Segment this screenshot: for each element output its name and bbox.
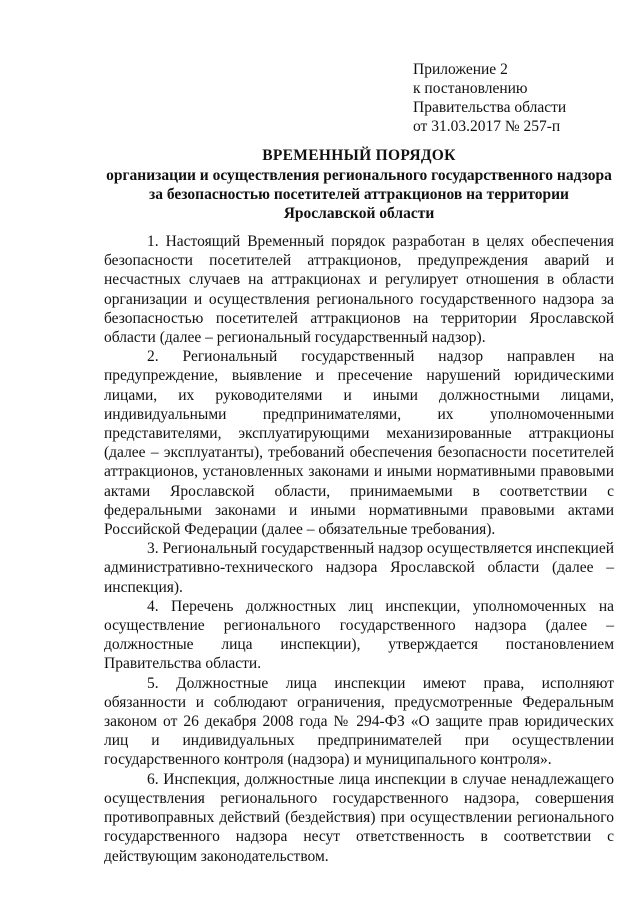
appendix-date-number: от 31.03.2017 № 257-п bbox=[413, 118, 561, 135]
document-subtitle: организации и осуществления регионального государственного надзора за безопасностью посетителей аттракционов на территории Ярославской области bbox=[106, 167, 612, 222]
appendix-number: Приложение 2 bbox=[413, 61, 508, 78]
paragraph-3: 3. Региональный государственный надзор осуществляется инспекцией административно-технического надзора Ярославской области (далее – инспекция). bbox=[104, 540, 614, 596]
document-title: ВРЕМЕННЫЙ ПОРЯДОК bbox=[262, 147, 456, 164]
appendix-reference bbox=[413, 60, 613, 136]
paragraph-2: 2. Региональный государственный надзор направлен на предупреждение, выявление и пресечение нарушений юридическими лицами, их руководителями и иными должностными лицами, индивидуальными предпринимателями, их уполномоченными представителями, эксплуатирующими механизированные аттракционы (далее – эксплуатанты), требований обеспечения безопасности посетителей аттракционов, установленных законами и иными нормативными правовыми актами Ярославской области, принимаемыми в соответствии с федеральными законами и иными нормативными правовыми актами Российской Федерации (далее – обязательные требования). bbox=[104, 348, 614, 539]
appendix-resolution: к постановлению bbox=[413, 80, 528, 97]
paragraph-1: 1. Настоящий Временный порядок разработан в целях обеспечения безопасности посетителей аттракционов, предупреждения аварий и несчастных случаев на аттракционах и регулирует отношения в области организации и осуществления регионального государственного надзора за безопасностью посетителей аттракционов на территории Ярославской области (далее – региональный государственный надзор). bbox=[104, 233, 614, 347]
document-title-block bbox=[104, 146, 614, 223]
paragraph-4: 4. Перечень должностных лиц инспекции, уполномоченных на осуществление регионального государственного надзора (далее – должностные лица инспекции), утверждается постановлением Правительства области. bbox=[104, 597, 614, 673]
document-body bbox=[104, 232, 614, 866]
paragraph-5: 5. Должностные лица инспекции имеют права, исполняют обязанности и соблюдают ограничения, предусмотренные Федеральным законом от 26 декабря 2008 года № 294-ФЗ «О защите прав юридических лиц и индивидуальных предпринимателей при осуществлении государственного контроля (надзора) и муниципального контроля». bbox=[104, 674, 614, 769]
paragraph-6: 6. Инспекция, должностные лица инспекции в случае ненадлежащего осуществления регионального государственного надзора, совершения противоправных действий (бездействия) при осуществлении регионального государственного надзора несут ответственность в соответствии с действующим законодательством. bbox=[104, 770, 614, 865]
appendix-authority: Правительства области bbox=[413, 99, 567, 116]
